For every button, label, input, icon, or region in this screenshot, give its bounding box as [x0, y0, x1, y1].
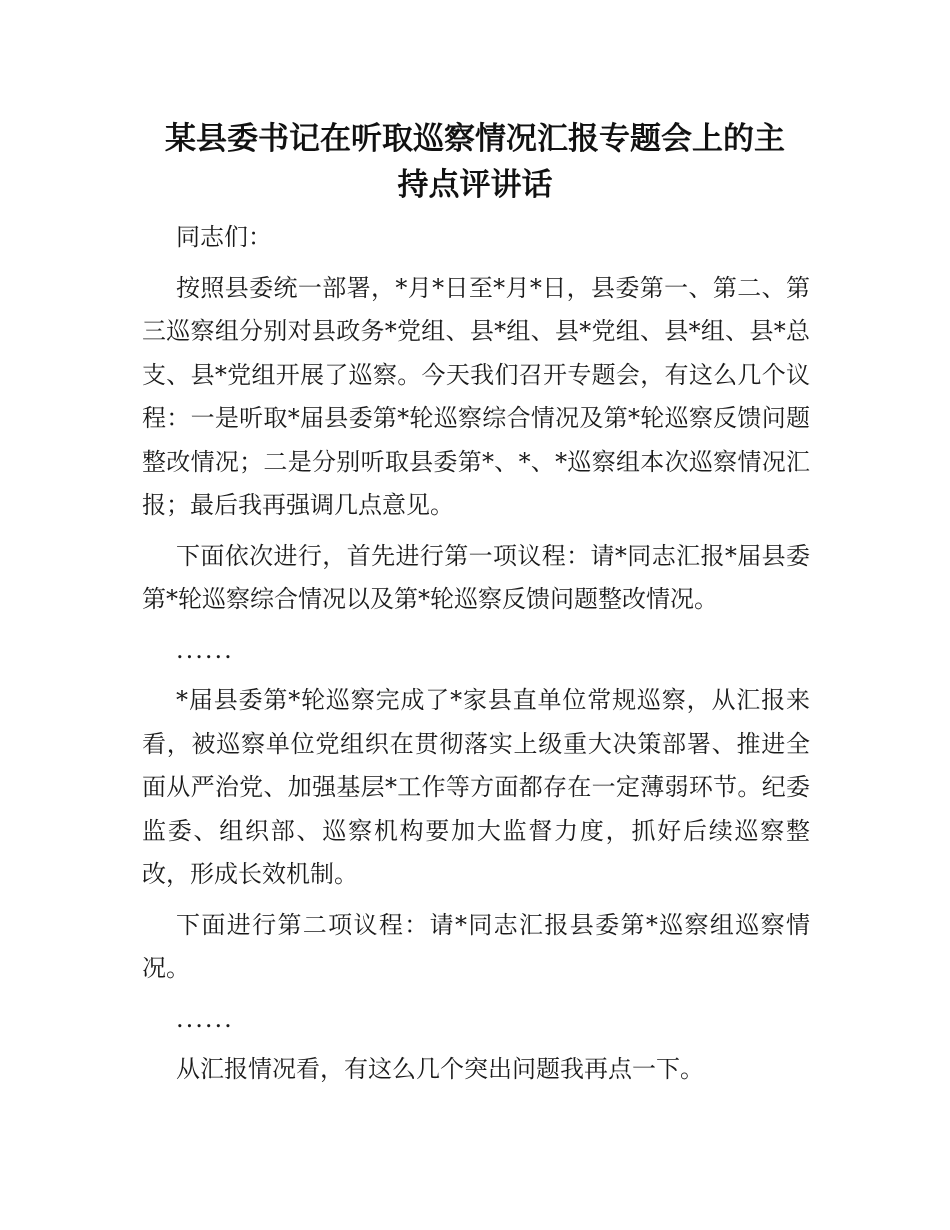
- title-line-1: 某县委书记在听取巡察情况汇报专题会上的主: [165, 121, 785, 157]
- comment-paragraph: *届县委第*轮巡察完成了*家县直单位常规巡察，从汇报来看，被巡察单位党组织在贯彻落实上级重大决策部署、推进全面从严治党、加强基层*工作等方面都存在一定薄弱环节。纪委监委、组织部、巡察机构要加大监督力度，抓好后续巡察整改，形成长效机制。: [142, 686, 810, 888]
- ellipsis-paragraph: ......: [176, 635, 234, 664]
- document-body: [142, 216, 810, 1099]
- ellipsis-paragraph: ......: [176, 1004, 234, 1033]
- salutation-paragraph: 同志们：: [176, 223, 272, 251]
- document-title: [140, 116, 810, 208]
- agenda-item-2-paragraph: 下面进行第二项议程：请*同志汇报县委第*巡察组巡察情况。: [142, 910, 810, 982]
- agenda-item-1-paragraph: 下面依次进行，首先进行第一项议程：请*同志汇报*届县委第*轮巡察综合情况以及第*轮巡察反馈问题整改情况。: [142, 541, 810, 613]
- title-line-2: 持点评讲话: [397, 167, 553, 203]
- closing-paragraph: 从汇报情况看，有这么几个突出问题我再点一下。: [176, 1055, 704, 1083]
- intro-paragraph: 按照县委统一部署，*月*日至*月*日，县委第一、第二、第三巡察组分别对县政务*党组、县*组、县*党组、县*组、县*总支、县*党组开展了巡察。今天我们召开专题会，有这么几个议程：一是听取*届县委第*轮巡察综合情况及第*轮巡察反馈问题整改情况；二是分别听取县委第*、*、*巡察组本次巡察情况汇报；最后我再强调几点意见。: [142, 273, 810, 519]
